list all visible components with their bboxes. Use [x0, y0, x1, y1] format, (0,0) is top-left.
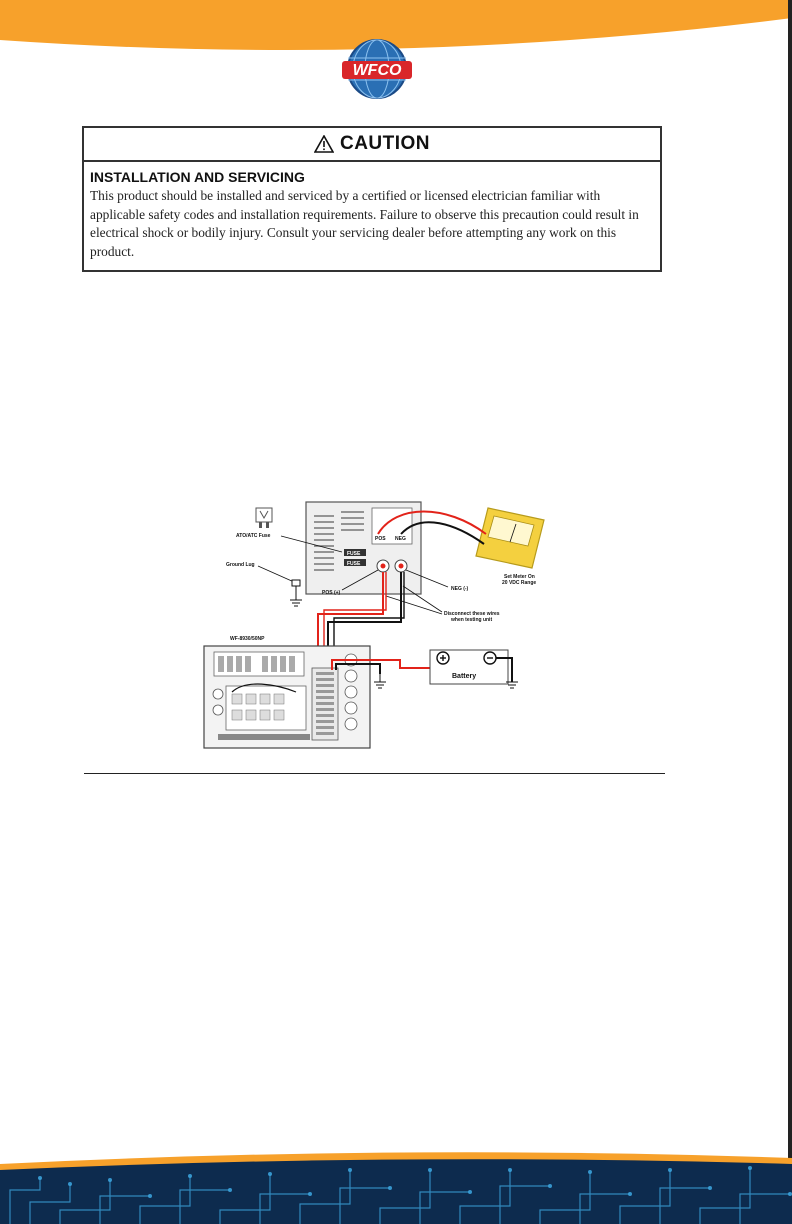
battery-label: Battery [452, 673, 477, 680]
caution-header [84, 128, 660, 162]
page-edge [788, 0, 792, 1224]
fuse-label: ATO/ATC Fuse [236, 533, 271, 539]
disconnect-label-2: when testing unit [451, 617, 493, 623]
wiring-diagram [196, 494, 552, 754]
logo-text: WFCO [352, 62, 402, 79]
warning-icon [314, 135, 334, 153]
fuse-text-1: FUSE [347, 551, 361, 557]
neg-label: NEG (-) [451, 586, 469, 592]
caution-heading: INSTALLATION AND SERVICING [90, 169, 305, 185]
bottom-banner [0, 1150, 792, 1224]
panel-ground [374, 674, 386, 688]
caution-box [82, 126, 662, 272]
divider-rule [84, 773, 665, 774]
ground-lug [290, 580, 302, 606]
fuse-text-2: FUSE [347, 561, 361, 567]
ground-lug-label: Ground Lug [226, 562, 255, 568]
disconnect-label-1: Disconnect these wires [444, 611, 500, 617]
caution-title: CAUTION [339, 133, 431, 154]
pos-terminal: POS [375, 536, 386, 542]
ato-fuse [256, 508, 272, 528]
wfco-logo [342, 38, 412, 100]
meter-label-2: 20 VDC Range [502, 580, 537, 586]
battery [430, 650, 508, 684]
meter-label-1: Set Meter On [504, 574, 535, 580]
caution-body: This product should be installed and serviced by a certified or licensed electrician familiar with applicable safety codes and installation requirements. Failure to observe this precaution could result in electrical shock or bodily injury. Consult your servicing dealer before attempting any work on this product. [90, 188, 639, 259]
panel-model-label: WF-8930/50NP [230, 636, 265, 642]
voltmeter [476, 508, 544, 568]
pos-label: POS (+) [322, 590, 341, 596]
neg-terminal: NEG [395, 536, 406, 542]
distribution-panel [204, 646, 370, 748]
